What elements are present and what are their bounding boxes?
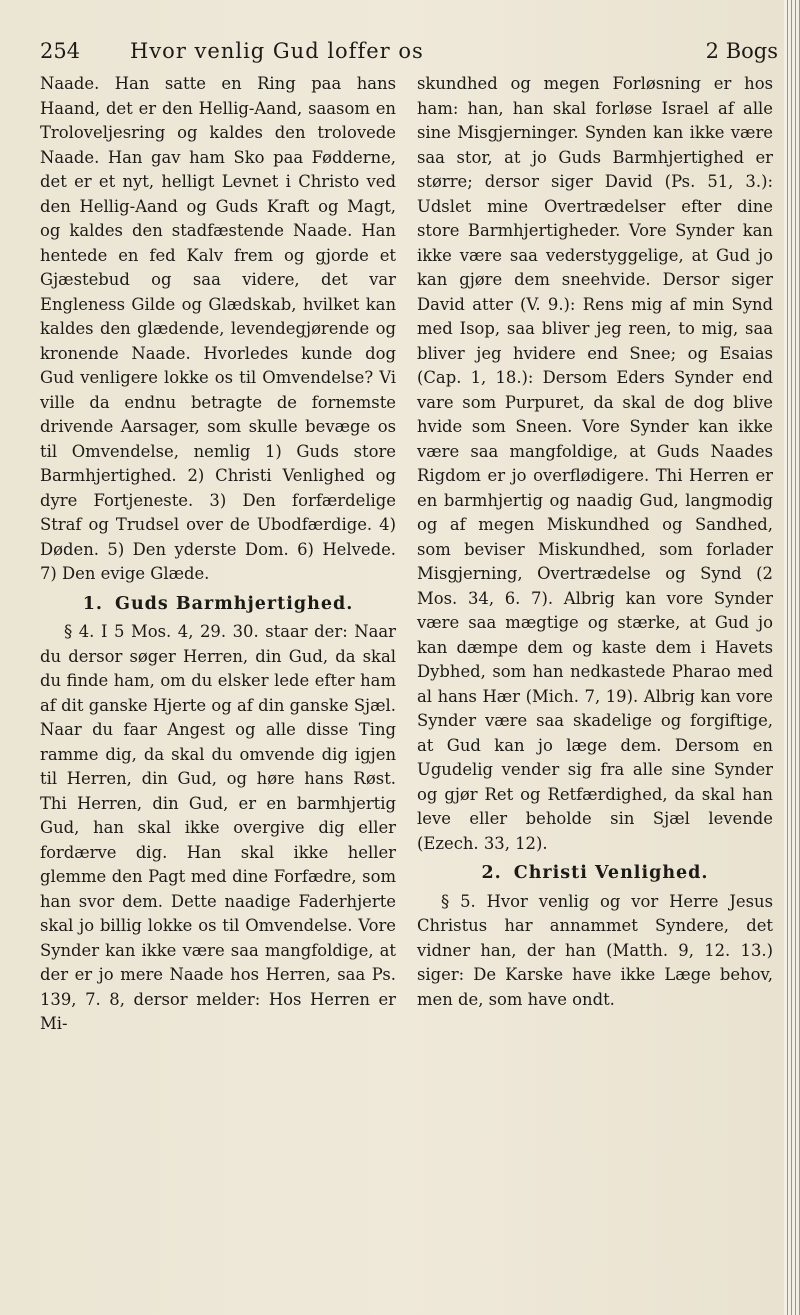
page-number: 254 — [40, 39, 81, 63]
section-title: Guds Barmhjertighed. — [115, 593, 354, 614]
section-number: 2. — [481, 863, 502, 883]
running-header — [40, 34, 778, 68]
left-column — [40, 72, 396, 1037]
section-heading — [417, 861, 773, 886]
paragraph: § 4. I 5 Mos. 4, 29. 30. staar der: Naar du dersor søger Herren, din Gud, da skal du finde ham, om du elsker lede efter ham af dit ganske Hjerte og af din ganske Sjæl. Naar du faar Angest og alle disse Ting ramme dig, da skal du omvende dig igjen til Herren, din Gud, og høre hans Røst. Thi Herren, din Gud, er en barmhjertig Gud, han skal ikke overgive dig eller fordærve dig. Han skal ikke heller glemme den Pagt med dine Forfædre, som han svor dem. Dette naadige Faderhjerte skal jo billig lokke os til Omvendelse. Vore Synder kan ikke være saa mangfoldige, at der er jo mere Naade hos Herren, saa Ps. 139, 7. 8, dersor melder: Hos Herren er Mi- — [40, 622, 396, 1033]
page-edge — [784, 0, 800, 1315]
section-title: Christi Venlighed. — [513, 863, 709, 883]
paragraph: skundhed og megen Forløsning er hos ham: han, han skal forløse Israel af alle sine Misgjerninger. Synden kan ikke være saa stor, at jo Guds Barmhjertighed er større; dersor siger David (Ps. 51, 3.): Udslet mine Overtrædelser efter dine store Barmhjertigheder. Vore Synder kan ikke være saa vederstyggelige, at Gud jo kan gjøre dem sneehvide. Dersor siger David atter (V. 9.): Rens mig af min Synd med Isop, saa bliver jeg reen, to mig, saa bliver jeg hvidere end Snee; og Esaias (Cap. 1, 18.): Dersom Eders Synder end vare som Purpuret, da skal de dog blive hvide som Sneen. Vore Synder kan ikke være saa mangfoldige, at Guds Naades Rigdom er jo overflødigere. Thi Herren er en barmhjertig og naadig Gud, langmodig og af megen Miskundhed og Sandhed, som beviser Miskundhed, som forlader Misgjerning, Overtrædelse og Synd (2 Mos. 34, 6. 7). Albrig kan vore Synder være saa mægtige og stærke, at Gud jo kan dæmpe dem og kaste dem i Havets Dybhed, som han nedkastede Pharao med al hans Hær (Mich. 7, 19). Albrig kan vore Synder være saa skadelige og forgiftige, at Gud kan jo læge dem. Dersom en Ugudelig vender sig fra alle sine Synder og gjør Ret og Retfærdighed, da skal han leve eller beholde sin Sjæl levende (Ezech. 33, 12). — [417, 74, 773, 853]
paragraph: § 5. Hvor venlig og vor Herre Jesus Christus har annammet Syndere, det vidner han, der han (Matth. 9, 12. 13.) siger: De Karske have ikke Læge behov, men de, som have ondt. — [417, 891, 773, 1009]
book-signature: 2 Bogs — [705, 39, 778, 63]
running-title: Hvor venlig Gud loffer os — [130, 39, 424, 63]
paragraph: Naade. Han satte en Ring paa hans Haand, det er den Hellig-Aand, saasom en Troloveljesring og kaldes den trolovede Naade. Han gav ham Sko paa Fødderne, det er et nyt, helligt Levnet i Christo ved den Hellig-Aand og Guds Kraft og Magt, og kaldes den stadfæstende Naade. Han hentede en fed Kalv frem og gjorde et Gjæstebud og saa videre, det var Engleness Gilde og Glædskab, hvilket kan kaldes den glædende, levendegjørende og kronende Naade. Hvorledes kunde dog Gud venligere lokke os til Omvendelse? Vi ville da endnu betragte de fornemste drivende Aarsager, som skulle bevæge os til Omvendelse, nemlig 1) Guds store Barmhjertighed. 2) Christi Venlighed og dyre Fortjeneste. 3) Den forfærdelige Straf og Trudsel over de Ubodfærdige. 4) Døden. 5) Den yderste Dom. 6) Helvede. 7) Den evige Glæde. — [40, 74, 396, 583]
right-column — [417, 72, 773, 1012]
section-number: 1. — [82, 593, 103, 614]
section-heading — [40, 592, 396, 617]
